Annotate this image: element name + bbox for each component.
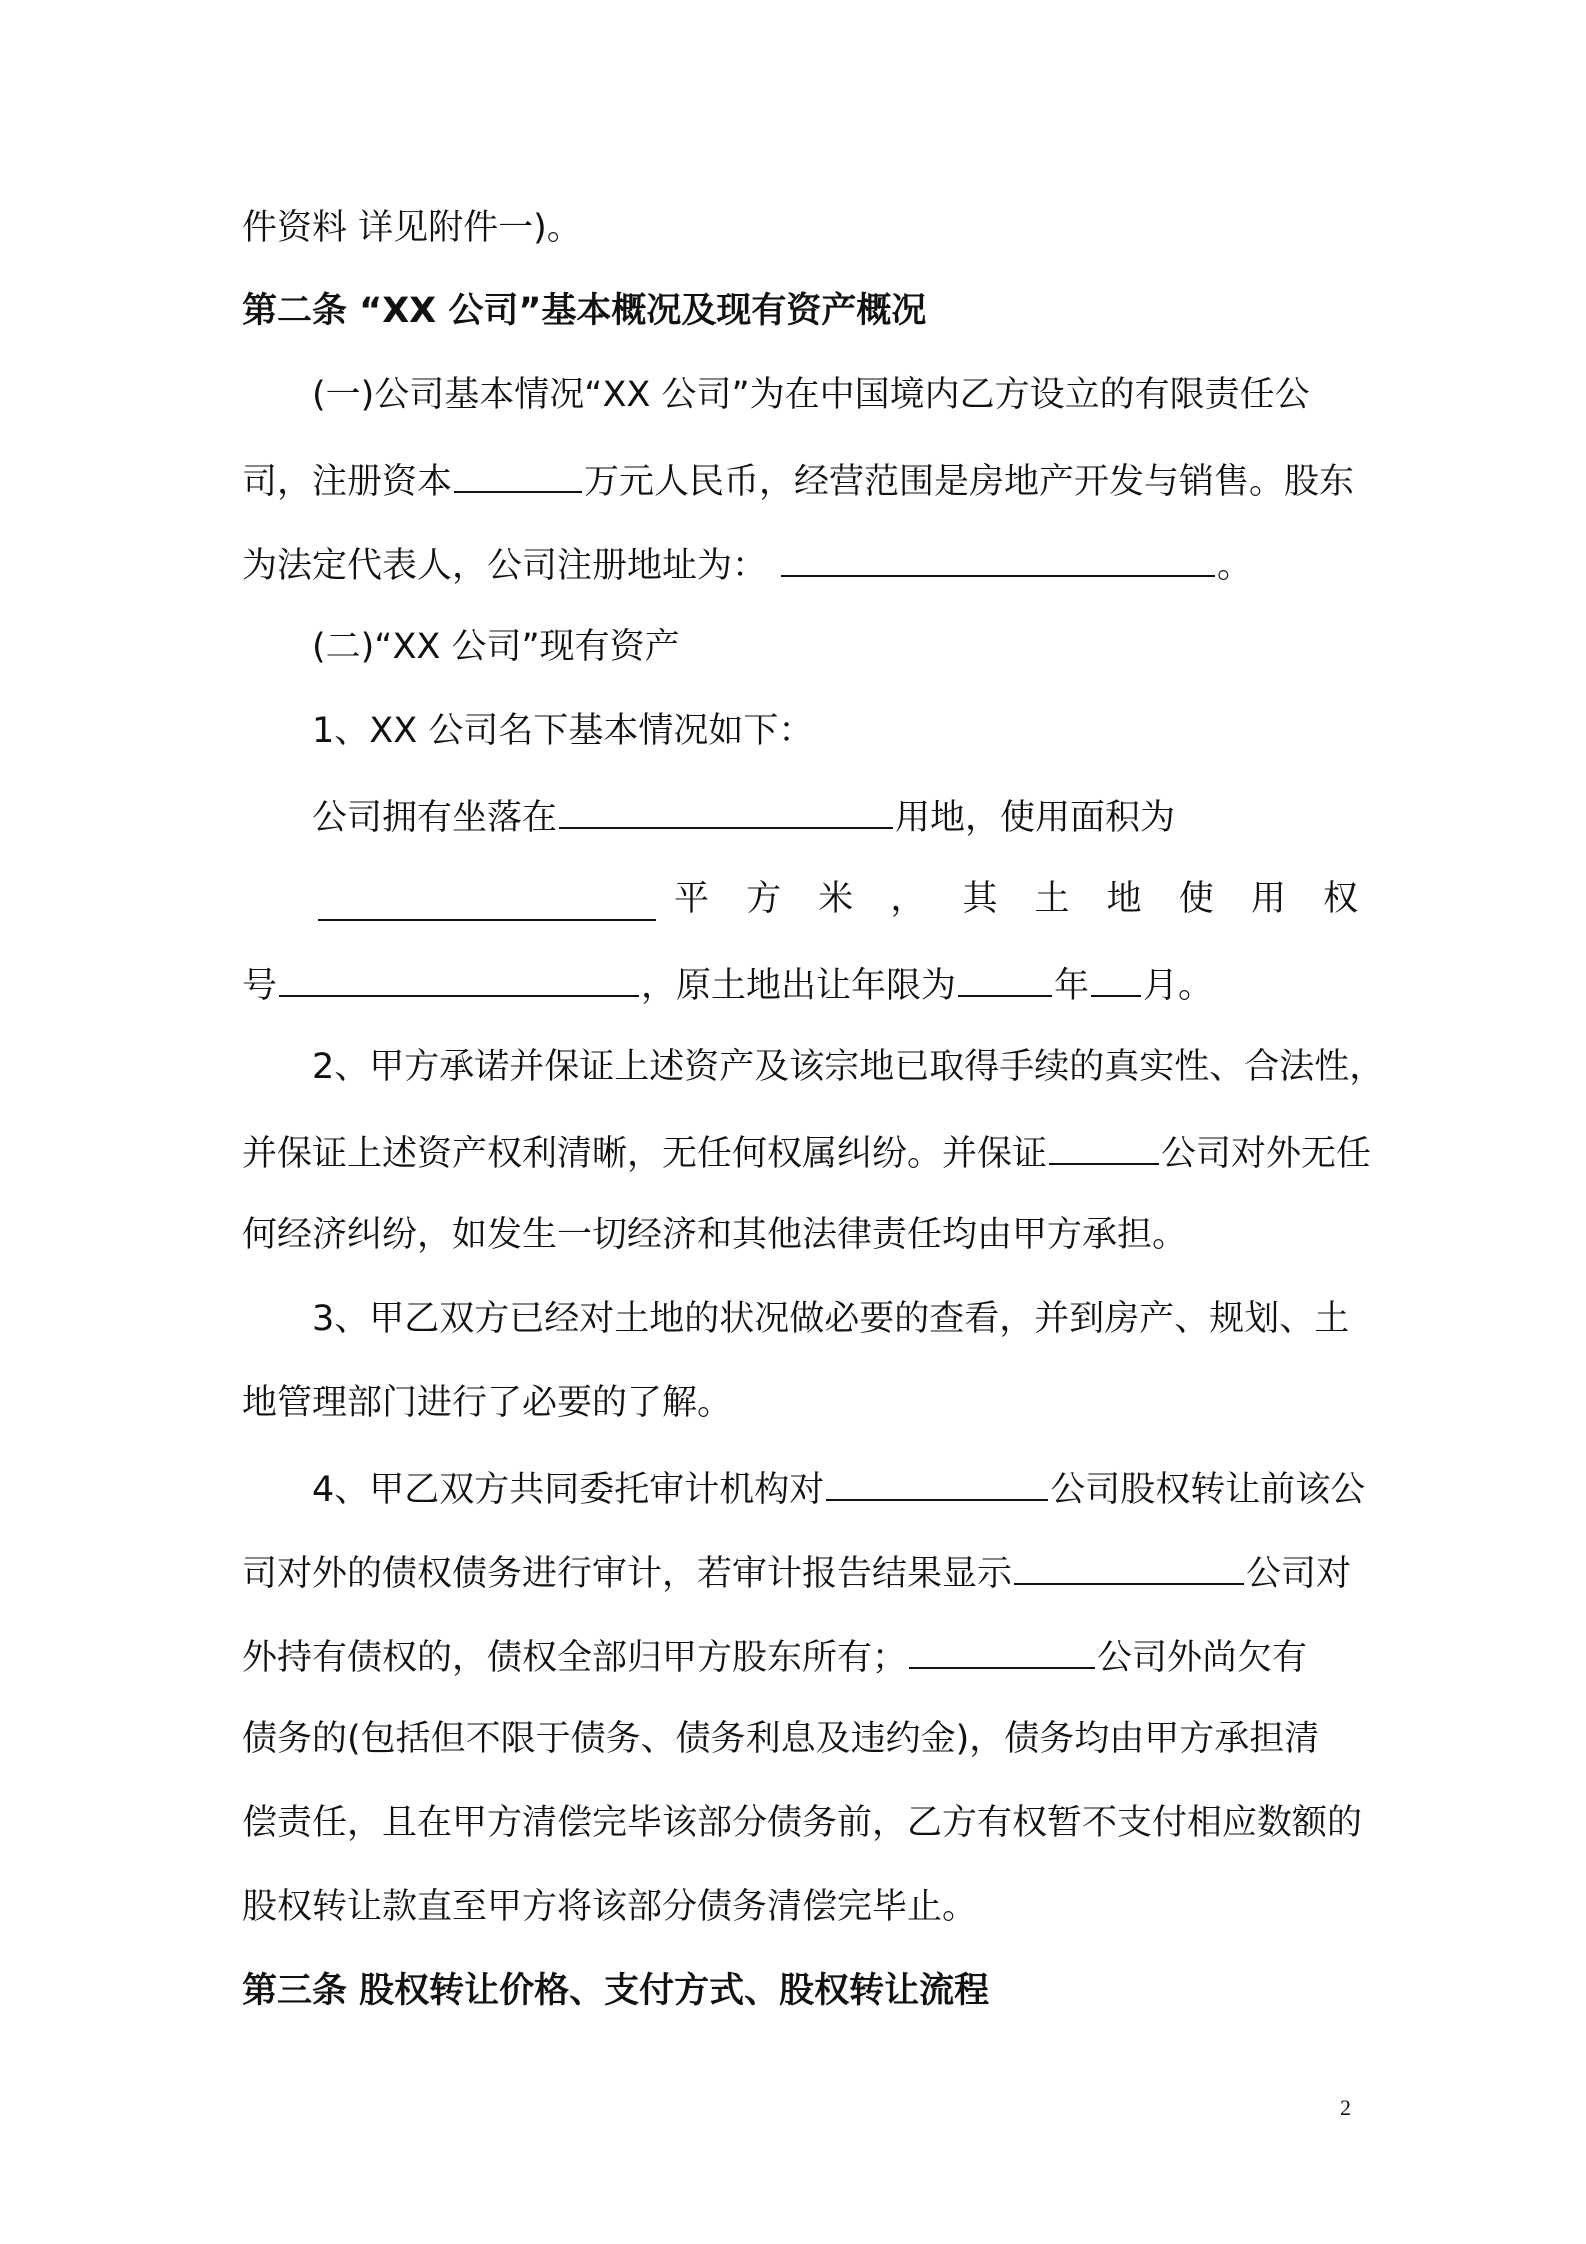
text-line: (二)“XX 公司”现有资产 xyxy=(312,627,680,667)
fill-in-blank xyxy=(781,541,1215,577)
fill-in-blank xyxy=(279,961,639,997)
justified-text xyxy=(674,877,1358,921)
text-fragment: 4、甲乙双方共同委托审计机构对 xyxy=(312,1470,825,1510)
text-line: 偿责任，且在甲方清偿完毕该部分债务前，乙方有权暂不支付相应数额的 xyxy=(242,1803,1363,1843)
text-line: 3、甲乙双方已经对土地的状况做必要的查看，并到房产、规划、土 xyxy=(312,1299,1350,1339)
text-fragment: 号 xyxy=(242,966,278,1006)
fill-in-blank xyxy=(909,1633,1095,1669)
text-line: 地管理部门进行了必要的了解。 xyxy=(242,1383,733,1423)
justified-char: 平 xyxy=(674,879,710,919)
justified-char: 使 xyxy=(1178,879,1214,919)
text-fragment: 司对外的债权债务进行审计，若审计报告结果显示 xyxy=(242,1554,1013,1594)
text-fragment: 外持有债权的，债权全部归甲方股东所有； xyxy=(242,1638,908,1678)
fill-in-blank xyxy=(1049,1129,1159,1165)
section-heading-article-3: 第三条 股权转让价格、支付方式、股权转让流程 xyxy=(242,1971,990,2011)
fill-in-blank xyxy=(958,961,1052,997)
fill-in-blank xyxy=(1091,961,1141,997)
text-line xyxy=(318,877,1358,921)
text-fragment: 公司外尚欠有 xyxy=(1097,1638,1308,1678)
text-line xyxy=(242,1129,1372,1176)
fill-in-blank xyxy=(318,885,656,921)
justified-char: 地 xyxy=(1106,879,1142,919)
text-line: 债务的(包括但不限于债务、债务利息及违约金)，债务均由甲方承担清 xyxy=(242,1719,1320,1759)
text-line: 件资料 详见附件一)。 xyxy=(242,208,582,248)
fill-in-blank xyxy=(559,793,893,829)
text-fragment: 公司对外无任 xyxy=(1161,1134,1372,1174)
text-fragment: 司，注册资本 xyxy=(242,462,453,502)
text-fragment: 用地，使用面积为 xyxy=(895,798,1176,838)
text-line xyxy=(242,1633,1358,1680)
text-line: 2、甲方承诺并保证上述资产及该宗地已取得手续的真实性、合法性， xyxy=(312,1047,1385,1087)
text-line xyxy=(242,541,1358,588)
text-fragment: 万元人民币，经营范围是房地产开发与销售。股东 xyxy=(584,462,1355,502)
justified-char: 方 xyxy=(746,879,782,919)
fill-in-blank xyxy=(454,457,582,493)
text-line: 1、XX 公司名下基本情况如下： xyxy=(312,711,814,751)
page-number: 2 xyxy=(1340,2095,1351,2120)
text-fragment: 并保证上述资产权利清晰，无任何权属纠纷。并保证 xyxy=(242,1134,1048,1174)
text-line xyxy=(242,793,1428,840)
text-line xyxy=(242,1549,1358,1596)
text-line: 何经济纠纷，如发生一切经济和其他法律责任均由甲方承担。 xyxy=(242,1215,1188,1255)
text-line xyxy=(242,457,1358,504)
justified-char: ， xyxy=(890,879,926,919)
text-line xyxy=(242,1465,1428,1512)
text-fragment: 月。 xyxy=(1143,966,1214,1006)
justified-char: 土 xyxy=(1034,879,1070,919)
text-line xyxy=(242,961,1358,1008)
section-heading-article-2: 第二条 “XX 公司”基本概况及现有资产概况 xyxy=(242,291,927,331)
justified-char: 其 xyxy=(962,879,998,919)
text-fragment: 公司对 xyxy=(1246,1554,1352,1594)
justified-char: 用 xyxy=(1250,879,1286,919)
justified-char: 权 xyxy=(1322,879,1358,919)
text-fragment: 年 xyxy=(1054,966,1090,1006)
text-fragment: ，原土地出让年限为 xyxy=(641,966,957,1006)
text-line: (一)公司基本情况“XX 公司”为在中国境内乙方设立的有限责任公 xyxy=(312,375,1310,415)
text-line: 股权转让款直至甲方将该部分债务清偿完毕止。 xyxy=(242,1887,978,1927)
text-fragment: 为法定代表人，公司注册地址为： xyxy=(242,546,768,586)
text-fragment: 。 xyxy=(1217,546,1253,586)
justified-char: 米 xyxy=(818,879,854,919)
fill-in-blank xyxy=(826,1465,1048,1501)
text-fragment: 公司拥有坐落在 xyxy=(312,798,558,838)
text-fragment: 公司股权转让前该公 xyxy=(1050,1470,1366,1510)
fill-in-blank xyxy=(1014,1549,1244,1585)
